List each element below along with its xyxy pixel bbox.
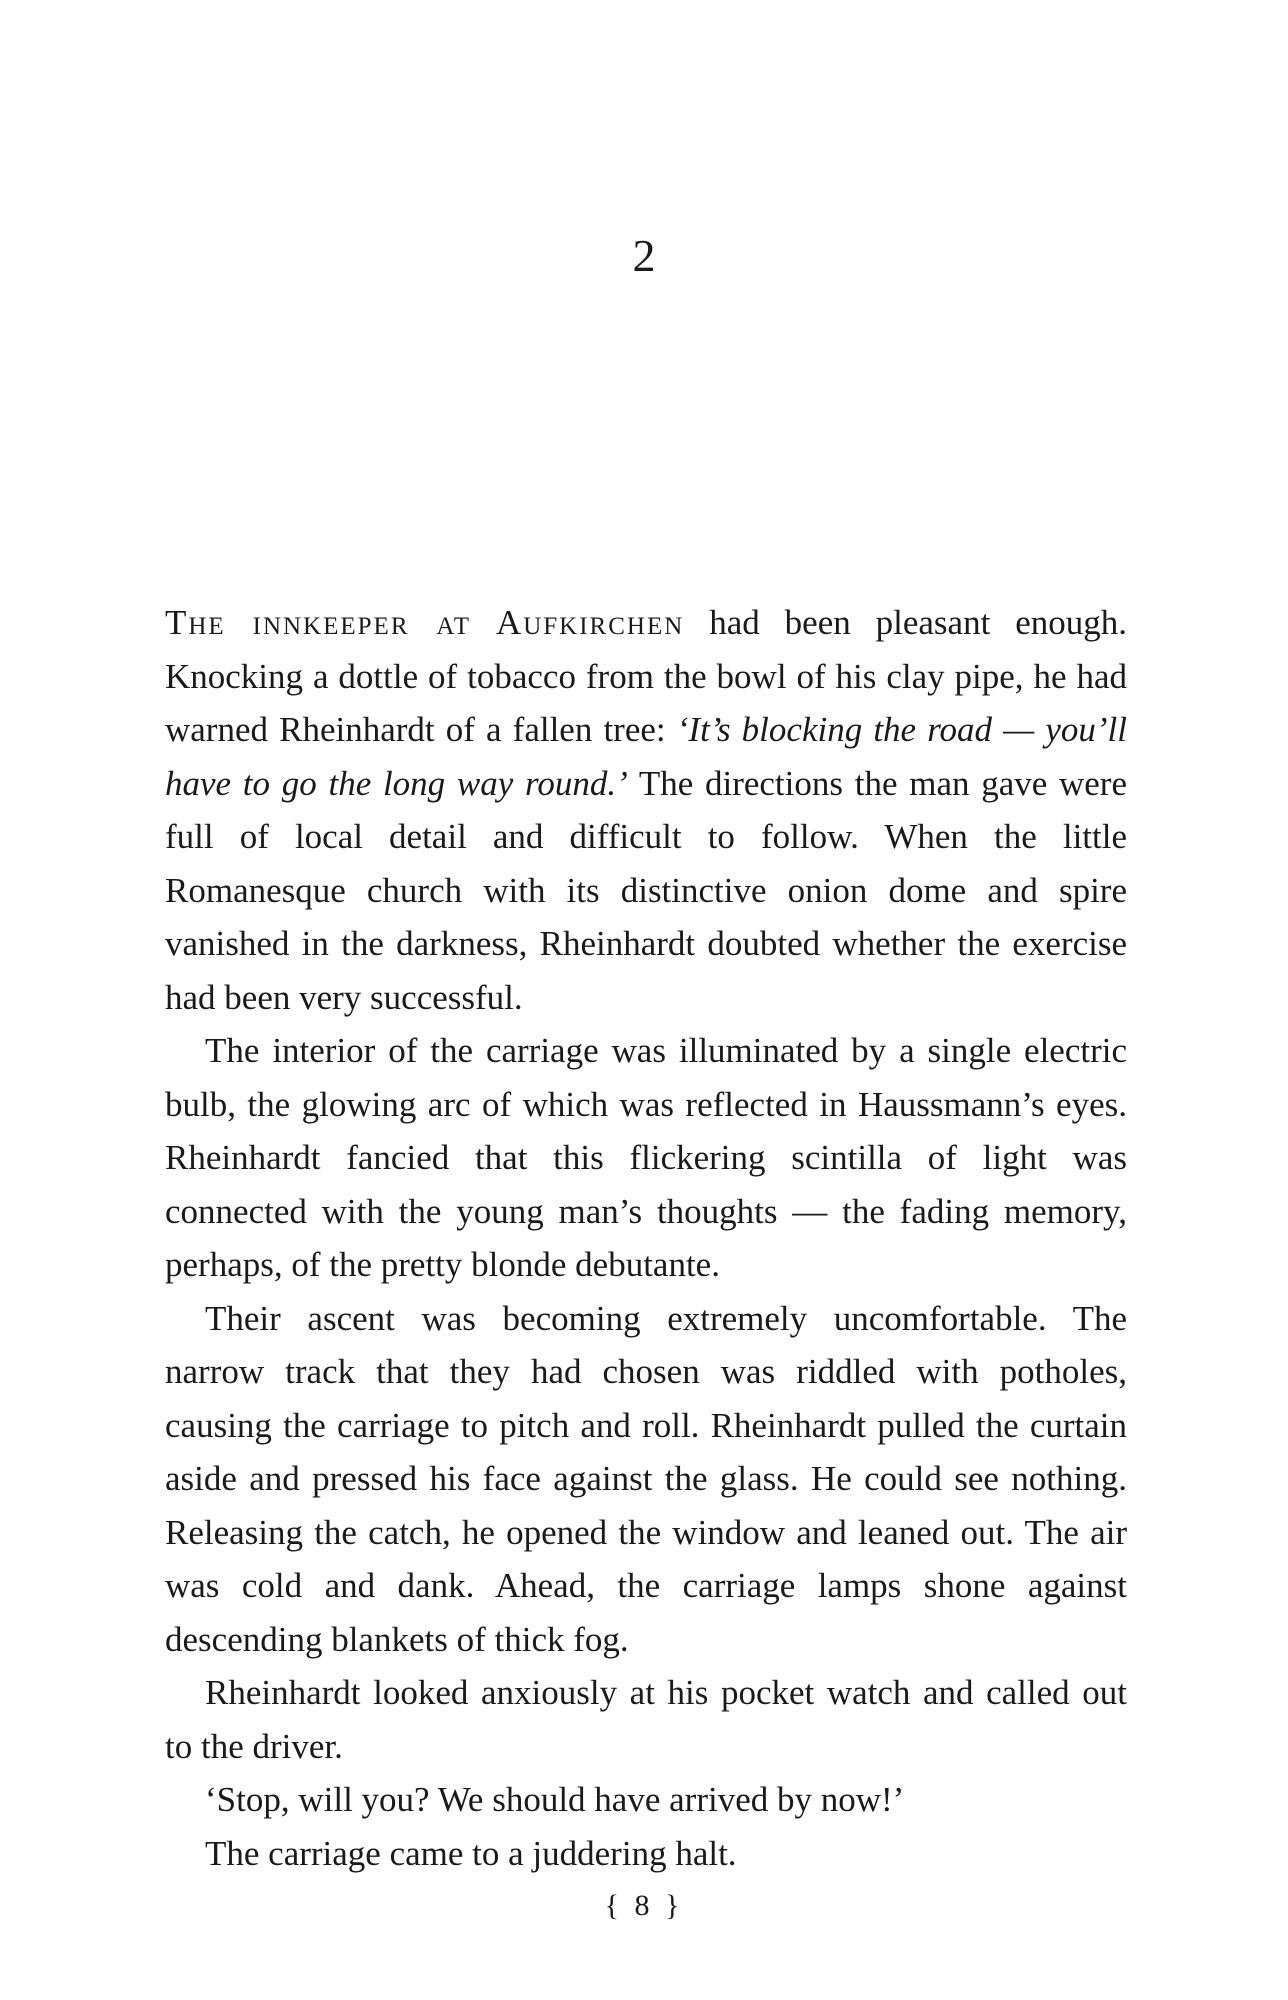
body-text <box>165 596 1127 1880</box>
paragraph-1-text-a: had been pleasant enough. Knocking a dottle of tobacco from the bowl of his clay pipe, he had warned Rheinhardt of a fallen tree: <box>165 603 1128 749</box>
paragraph-1-text-b: The directions the man gave were full of local detail and difficult to follow. When the little Romanesque church with its distinctive onion dome and spire vanished in the darkness, Rheinhardt doubted whether the exercise had been very successful. <box>165 763 1127 1017</box>
opening-small-caps: The innkeeper at Aufkirchen <box>165 603 685 642</box>
paragraph-2: The interior of the carriage was illuminated by a single electric bulb, the glowing arc of which was reflected in Haussmann’s eyes. Rheinhardt fancied that this flickering scintilla of light was connected with the young man’s thoughts — the fading memory, perhaps, of the pretty blonde debutante. <box>165 1031 1127 1284</box>
paragraph-4: Rheinhardt looked anxiously at his pocket watch and called out to the driver. <box>165 1673 1127 1766</box>
paragraph-5: ‘Stop, will you? We should have arrived by now!’ <box>205 1780 905 1819</box>
paragraph-1 <box>165 596 1127 1024</box>
paragraph-3: Their ascent was becoming extremely uncomfortable. The narrow track that they had chosen was riddled with potholes, causing the carriage to pitch and roll. Rheinhardt pulled the curtain aside and pressed his face against the glass. He could see nothing. Releasing the catch, he opened the window and leaned out. The air was cold and dank. Ahead, the carriage lamps shone against descending blankets of thick fog. <box>165 1298 1127 1659</box>
innkeeper-speech: ‘It’s blocking the road — you’ll have to go the long way round.’ <box>165 710 1128 803</box>
chapter-number: 2 <box>632 230 656 281</box>
paragraph-6: The carriage came to a juddering halt. <box>205 1833 737 1873</box>
page-number: { 8 } <box>604 1889 684 1922</box>
